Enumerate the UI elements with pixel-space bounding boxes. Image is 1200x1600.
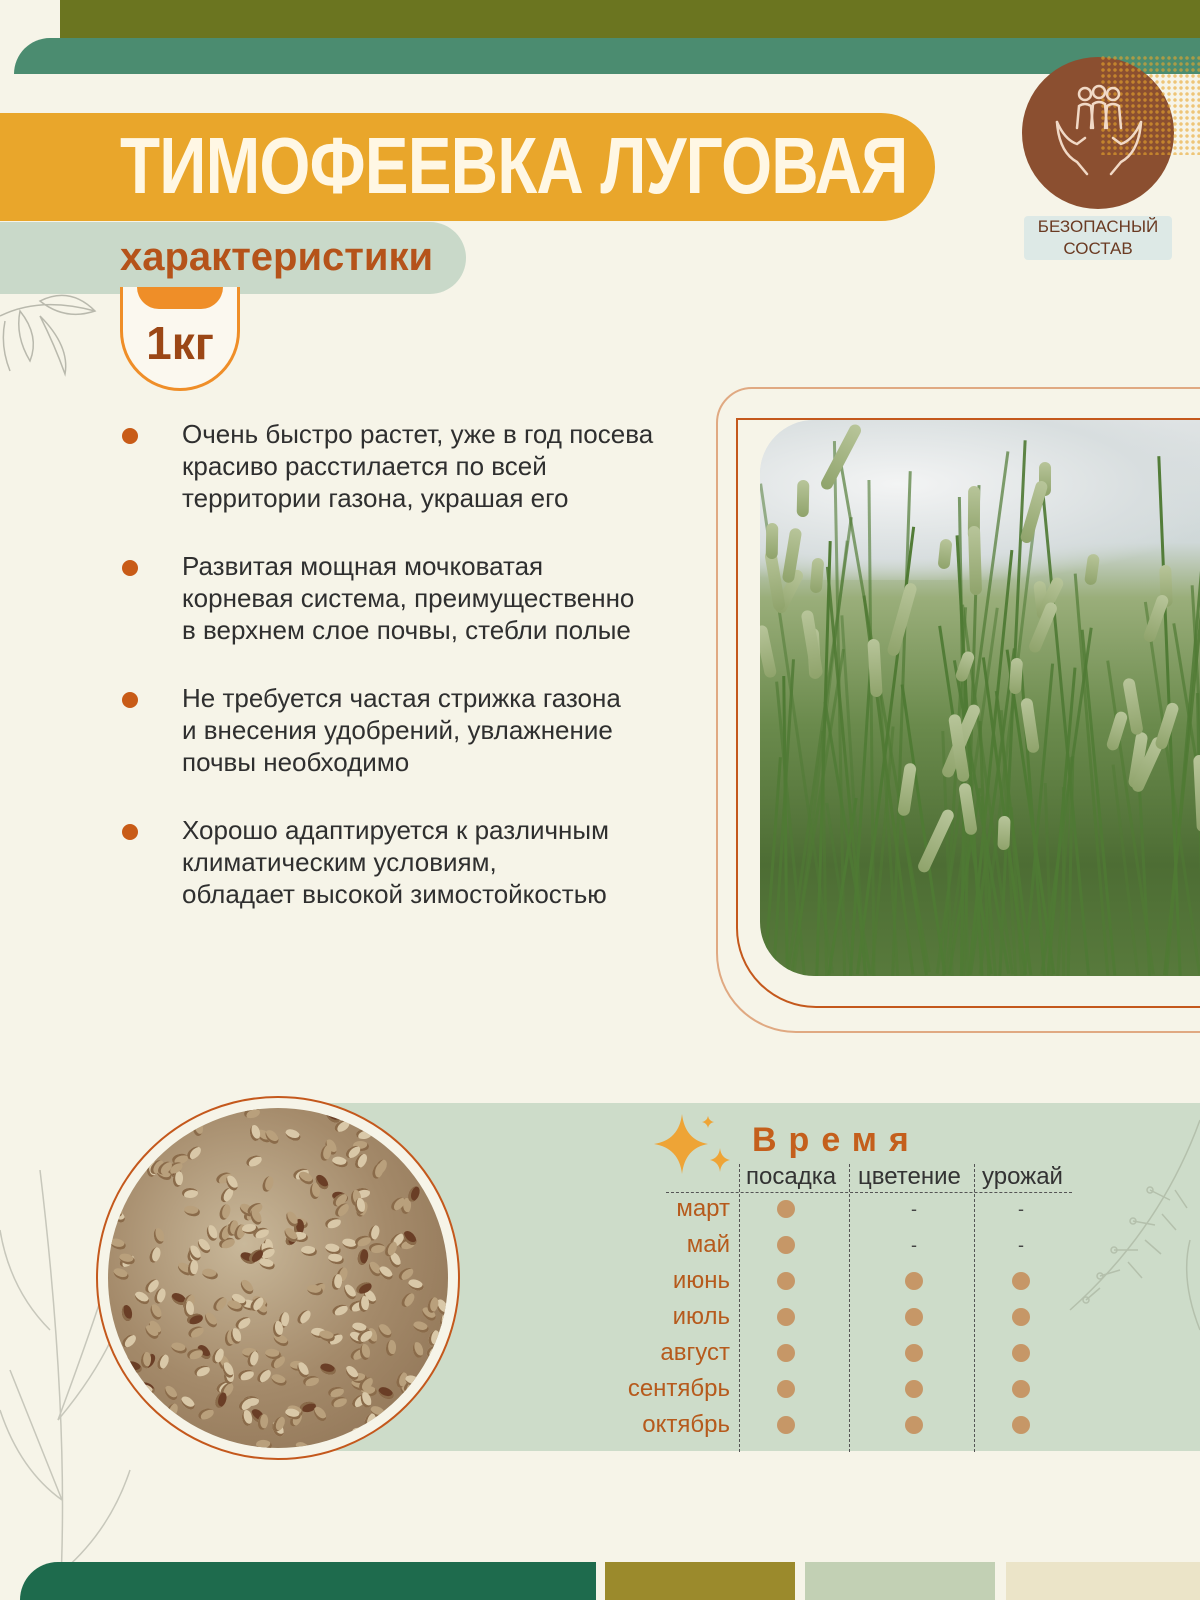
seed-grain [120,1332,139,1350]
grass-blade [776,681,807,975]
schedule-mark-planting [777,1308,795,1326]
schedule-mark-harvest [1012,1272,1030,1290]
seed-grain [162,1384,180,1403]
seed-grain [318,1362,337,1377]
grass-spike [801,610,824,679]
schedule-mark-planting [777,1380,795,1398]
seed-grain [181,1188,197,1198]
seed-grain [385,1340,397,1357]
seed-grain [269,1372,288,1388]
branch-decoration-icon [1050,1110,1200,1340]
feature-line: Очень быстро растет, уже в год посева [182,419,654,449]
feature-text-2 [182,550,680,646]
seed-grain [121,1304,133,1321]
seed-grain [193,1363,211,1377]
table-column-divider [739,1164,740,1452]
schedule-empty-harvest: - [1018,1235,1024,1255]
seed-grain [411,1341,424,1359]
table-column-divider [849,1164,850,1452]
feature-list [120,418,680,946]
feature-line: красиво расстилается по всей [182,451,547,481]
seed-grain [263,1128,281,1147]
seed-grain [109,1236,128,1251]
grass-spike [968,525,982,594]
seed-grain [206,1224,220,1242]
schedule-mark-planting [777,1344,795,1362]
hands-people-icon [1047,82,1151,186]
grass-spike [1122,677,1144,735]
seed-grain [260,1174,275,1192]
seed-grain [360,1344,371,1361]
footer-bar-cream [1006,1562,1200,1600]
column-planting: посадка [746,1163,837,1190]
feature-line: и внесения удобрений, увлажнение [182,715,613,745]
grass-spike [766,523,779,559]
schedule-empty-flowering: - [911,1235,917,1255]
seed-grain [186,1324,205,1339]
grass-spike [1084,554,1100,587]
seed-grain [213,1391,228,1410]
grass-spike [809,557,824,593]
grass-photo [760,420,1200,976]
footer-bar-green [20,1562,596,1600]
feature-line: в верхнем слое почвы, стебли полые [182,615,631,645]
list-item [120,550,680,646]
seed-grain [187,1436,198,1448]
leaf-decoration-icon [0,276,110,386]
grass-spike [796,480,809,518]
seed-grain [376,1322,394,1341]
feature-line: корневая система, преимущественно [182,583,635,613]
feature-line: обладает высокой зимостойкостью [182,879,607,909]
seed-grain [201,1267,219,1281]
seed-grain [318,1143,332,1161]
top-bar-olive [60,0,1200,40]
seed-grain [218,1203,233,1221]
seed-grain [244,1154,262,1169]
seed-grain [148,1302,163,1321]
schedule-mark-flowering [905,1344,923,1362]
schedule-mark-planting [777,1416,795,1434]
grass-spike [997,816,1010,851]
grass-blade [825,567,866,975]
schedule-mark-harvest [1012,1344,1030,1362]
grass-spike [760,624,777,678]
schedule-mark-flowering [905,1416,923,1434]
schedule-mark-flowering [905,1308,923,1326]
grass-spike [1154,702,1180,751]
list-item [120,418,680,514]
schedule-month: июль [672,1303,730,1330]
seed-grain [183,1204,201,1218]
feature-line: Развитая мощная мочковатая [182,551,544,581]
seed-grain [300,1245,317,1258]
schedule-month: июнь [672,1267,730,1294]
seed-grain [186,1347,204,1361]
bullet-dot-icon [122,560,138,576]
schedule-empty-flowering: - [911,1199,917,1219]
seed-grain [242,1224,258,1234]
feature-line: почвы необходимо [182,747,410,777]
seed-grain [311,1405,328,1424]
schedule-mark-planting [777,1236,795,1254]
grass-spike [1020,697,1040,753]
feature-line: Хорошо адаптируется к различным [182,815,609,845]
seed-grain [153,1228,166,1246]
seed-grain [377,1264,395,1282]
schedule-mark-planting [777,1200,795,1218]
sparkle-icon [650,1112,740,1182]
feature-line: территории газона, украшая его [182,483,569,513]
seed-grain [258,1257,277,1272]
schedule-month: октябрь [642,1411,730,1438]
grass-spike [867,639,882,698]
schedule-mark-flowering [905,1272,923,1290]
seed-grain [155,1353,171,1372]
list-item [120,814,680,910]
seed-grain [331,1273,344,1291]
seed-grain [179,1394,198,1412]
page-subtitle: характеристики [120,235,434,279]
seed-grain [255,1439,272,1448]
seed-grain [310,1183,320,1199]
column-flowering: цветение [858,1163,961,1190]
feature-text-4 [182,814,680,910]
feature-line: Не требуется частая стрижка газона [182,683,621,713]
schedule-month: сентябрь [627,1375,730,1402]
seed-grain [147,1246,162,1265]
seed-grain [202,1310,219,1329]
weight-value: 1кг [146,317,214,369]
seed-grain [238,1277,255,1296]
schedule-mark-harvest [1012,1416,1030,1434]
seed-grain [112,1266,131,1282]
schedule-empty-harvest: - [1018,1199,1024,1219]
seed-grain [324,1216,342,1230]
seed-grain [407,1277,426,1292]
seed-grain [356,1248,369,1266]
feature-line: климатическим условиям, [182,847,497,877]
weight-badge-cap [137,287,223,309]
column-harvest: урожай [982,1163,1063,1190]
seed-grain [356,1128,373,1140]
table-column-divider [974,1164,975,1452]
seed-grain [331,1302,349,1317]
schedule-mark-harvest [1012,1380,1030,1398]
seed-grain [302,1375,319,1388]
footer-bar-olive [605,1562,795,1600]
bullet-dot-icon [122,824,138,840]
seed-grain [244,1108,262,1120]
seed-grain [237,1368,255,1382]
bullet-dot-icon [122,428,138,444]
seed-grain [186,1260,199,1278]
grass-spike [1105,710,1128,752]
seed-grain [109,1122,126,1141]
schedule-title: Время [752,1121,921,1159]
seed-grain [369,1243,385,1253]
table-header-divider [666,1192,1072,1193]
safety-badge-label [1024,216,1172,260]
list-item [120,682,680,778]
feature-text-1 [182,418,680,514]
schedule-month: март [676,1195,730,1222]
seed-grain [293,1440,312,1448]
page-title: ТИМОФЕЕВКА ЛУГОВАЯ [120,121,908,210]
seed-grain [283,1127,302,1143]
seed-photo [108,1108,448,1448]
badge-label-line2: СОСТАВ [1063,239,1133,258]
schedule-mark-harvest [1012,1308,1030,1326]
seed-grain [170,1341,188,1356]
seed-grain [376,1385,395,1401]
schedule-mark-flowering [905,1380,923,1398]
seed-grain [149,1110,168,1128]
seed-grain [210,1294,228,1312]
seed-grain [117,1375,133,1386]
grass-spike [1193,755,1200,832]
bullet-dot-icon [122,692,138,708]
badge-label-line1: БЕЗОПАСНЫЙ [1037,217,1159,236]
seed-grain [411,1319,430,1334]
schedule-month: май [686,1231,730,1258]
schedule-month: август [660,1339,730,1366]
seed-grain [359,1296,370,1313]
footer-bar-sage [805,1562,995,1600]
top-bar-teal [14,38,1200,74]
seed-grain [197,1406,215,1421]
feature-text-3 [182,682,680,778]
seed-grain [327,1252,345,1266]
seed-grain [399,1291,417,1310]
seed-grain [295,1307,313,1325]
schedule-mark-planting [777,1272,795,1290]
